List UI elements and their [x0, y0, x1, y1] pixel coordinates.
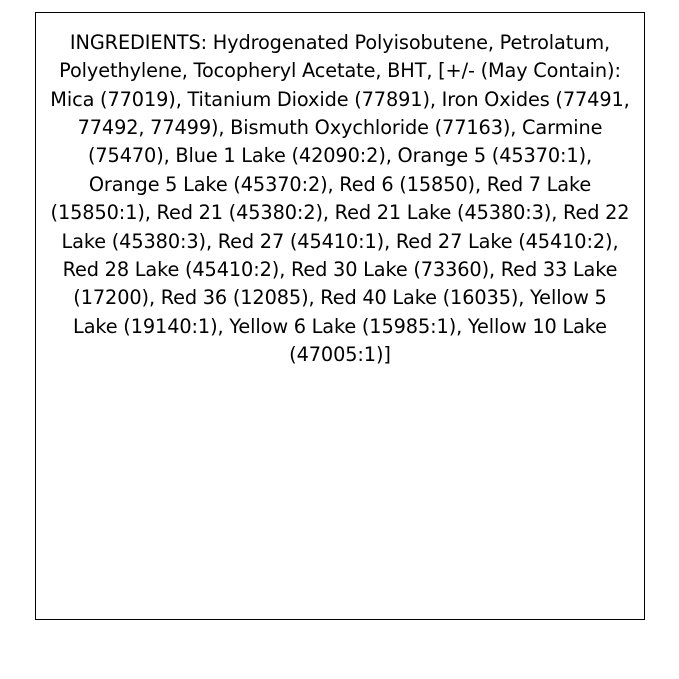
- ingredients-text: INGREDIENTS: Hydrogenated Polyisobutene, Petrolatum, Polyethylene, Tocopheryl Acetate, BHT, [+/- (May Contain): Mica (77019), Titanium Dioxide (77891), Iron Oxides (77491, 77492, 77499), Bismuth Oxychloride (77163), Carmine (75470), Blue 1 Lake (42090:2), Orange 5 (45370:1), Orange 5 Lake (45370:2), Red 6 (15850), Red 7 Lake (15850:1), Red 21 (45380:2), Red 21 Lake (45380:3), Red 22 Lake (45380:3), Red 27 (45410:1), Red 27 Lake (45410:2), Red 28 Lake (45410:2), Red 30 Lake (73360), Red 33 Lake (17200), Red 36 (12085), Red 40 Lake (16035), Yellow 5 Lake (19140:1), Yellow 6 Lake (15985:1), Yellow 10 Lake (47005:1)]: [50, 31, 630, 366]
- ingredients-panel: [35, 12, 645, 620]
